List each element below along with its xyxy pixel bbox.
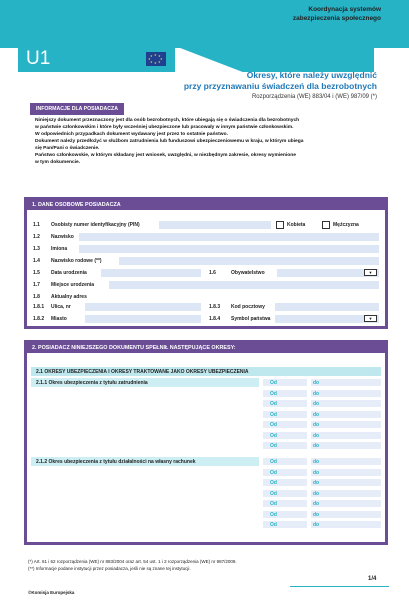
- city-row: 1.8.2 Miasto 1.8.4 Symbol państwa ▼: [27, 315, 385, 323]
- employment-heading: 2.1.1 Okres ubezpieczenia z tytułu zatrudnienia: [31, 378, 259, 387]
- period-to-label: do: [313, 522, 320, 528]
- city-field[interactable]: [85, 315, 201, 323]
- period-to-field[interactable]: [311, 500, 381, 507]
- birth-name-row: 1.4 Nazwisko rodowe (**): [27, 257, 385, 265]
- pin-row: 1.1 Osobisty numer identyfikacyjny (PIN) Kobieta Mężczyzna: [33, 222, 359, 228]
- period-to-field[interactable]: [311, 442, 381, 449]
- given-names-field[interactable]: [79, 245, 379, 253]
- period-from-label: Od: [270, 522, 277, 528]
- period-from-label: Od: [270, 432, 277, 439]
- period-to-label: do: [313, 380, 320, 386]
- period-to-field[interactable]: [311, 469, 381, 476]
- personal-data-section: [24, 197, 388, 329]
- period-to-field[interactable]: [311, 458, 381, 465]
- period-from-label: Od: [270, 411, 277, 418]
- section1-title: 1. DANE OSOBOWE POSIADACZA: [27, 200, 385, 210]
- insurance-periods-heading: 2.1 OKRESY UBEZPIECZENIA I OKRESY TRAKTOWANE JAKO OKRESY UBEZPIECZENIA: [31, 367, 381, 376]
- page-number: 1/4: [368, 576, 377, 582]
- period-to-field[interactable]: [311, 421, 381, 428]
- period-from-label: Od: [270, 380, 277, 386]
- period-to-label: do: [313, 411, 320, 418]
- period-to-field[interactable]: [311, 379, 381, 386]
- period-from-label: Od: [270, 443, 277, 449]
- street-field[interactable]: [85, 303, 201, 311]
- period-from-label: Od: [270, 490, 277, 497]
- period-to-label: do: [313, 469, 320, 476]
- periods-section: [24, 340, 388, 545]
- info-text: Niniejszy dokument przeznaczony jest dla osób bezrobotnych, które ubiegają się o świadczenia dla bezrobotnych w państwie członkowskim i które były wcześniej ubezpieczone lub pracowały w innym państwie członkowskim. W odpowiednich przypadkach dokument wydawany jest przez to ostatnie państwo. Dokument należy przedłożyć w służbom zatrudnienia lub funduszowi ubezpieczeniowemu w kraju, w którym ubiega się Pan/Pani o świadczenie. Państwo członkowskie, w którym składany jest wniosek, uwzględni, w niezbędnym zakresie, okresy wymienione w tym dokumencie.: [35, 118, 304, 165]
- birth-date-field[interactable]: [101, 269, 201, 277]
- given-names-row: 1.3 Imiona: [27, 245, 385, 253]
- eu-flag-icon: ★ ★ ★ ★ ★ ★ ★ ★: [146, 52, 166, 66]
- street-row: 1.8.1 Ulica, nr 1.8.3 Kod pocztowy: [27, 303, 385, 311]
- regulation-reference: Rozporządzenia (WE) 883/04 i (WE) 987/09 (*): [251, 94, 377, 100]
- citizenship-dropdown-icon[interactable]: ▼: [364, 269, 377, 276]
- period-from-label: Od: [270, 469, 277, 476]
- period-to-field[interactable]: [311, 511, 381, 518]
- period-to-label: do: [313, 501, 320, 507]
- period-to-label: do: [313, 432, 320, 439]
- period-from-label: Od: [270, 422, 277, 428]
- period-from-label: Od: [270, 480, 277, 486]
- period-to-field[interactable]: [311, 400, 381, 407]
- period-to-label: do: [313, 401, 320, 407]
- period-to-label: do: [313, 480, 320, 486]
- period-from-label: Od: [270, 390, 277, 397]
- surname-row: 1.2 Nazwisko: [27, 233, 385, 241]
- period-to-field[interactable]: [311, 390, 381, 397]
- self-employment-heading: 2.1.2 Okres ubezpieczenia z tytułu działalności na własny rachunek: [31, 457, 259, 466]
- birth-date-row: 1.5 Data urodzenia 1.6 Obywatelstwo ▼: [27, 269, 385, 277]
- period-to-label: do: [313, 490, 320, 497]
- period-to-field[interactable]: [311, 490, 381, 497]
- surname-field[interactable]: [79, 233, 379, 241]
- footnotes: (*) Art. 61 i 62 rozporządzenia (WE) nr 883/2004 oraz art. 54 ust. 1 i 2 rozporządzenia (WE) nr 987/2009. (**) Informacje podane instytucji przez posiadacza, jeśli nie są znane tej instytucji.: [28, 559, 237, 571]
- period-to-label: do: [313, 390, 320, 397]
- period-to-label: do: [313, 459, 320, 465]
- period-from-label: Od: [270, 459, 277, 465]
- form-banner: [18, 46, 374, 72]
- period-from-label: Od: [270, 511, 277, 518]
- pin-field[interactable]: [159, 221, 271, 229]
- period-to-label: do: [313, 443, 320, 449]
- info-title: INFORMACJE DLA POSIADACZA: [30, 103, 124, 115]
- postcode-field[interactable]: [275, 303, 379, 311]
- female-checkbox[interactable]: [276, 221, 284, 229]
- footer-line: [290, 586, 389, 587]
- form-code: U1: [26, 48, 51, 69]
- period-to-field[interactable]: [311, 521, 381, 528]
- birth-place-field[interactable]: [109, 281, 379, 289]
- male-checkbox[interactable]: [322, 221, 330, 229]
- country-dropdown-icon[interactable]: ▼: [364, 315, 377, 322]
- address-row: 1.8 Aktualny adres: [33, 294, 87, 300]
- period-to-label: do: [313, 422, 320, 428]
- period-to-field[interactable]: [311, 411, 381, 418]
- document-title: Okresy, które należy uwzględnić przy przyznawaniu świadczeń dla bezrobotnych Rozporządzenia (WE) 883/04 i (WE) 987/09 (*): [157, 70, 377, 100]
- period-from-label: Od: [270, 401, 277, 407]
- coordination-label: Koordynacja systemów zabezpieczenia społecznego: [292, 6, 381, 22]
- section2-title: 2. POSIADACZ NINIEJSZEGO DOKUMENTU SPEŁNIŁ NASTĘPUJĄCE OKRESY:: [27, 343, 385, 353]
- birth-name-field[interactable]: [119, 257, 379, 265]
- period-to-label: do: [313, 511, 320, 518]
- period-to-field[interactable]: [311, 432, 381, 439]
- commission-label: ©Komisja Europejska: [28, 590, 75, 595]
- birth-place-row: 1.7 Miejsce urodzenia: [27, 281, 385, 289]
- period-to-field[interactable]: [311, 479, 381, 486]
- period-from-label: Od: [270, 501, 277, 507]
